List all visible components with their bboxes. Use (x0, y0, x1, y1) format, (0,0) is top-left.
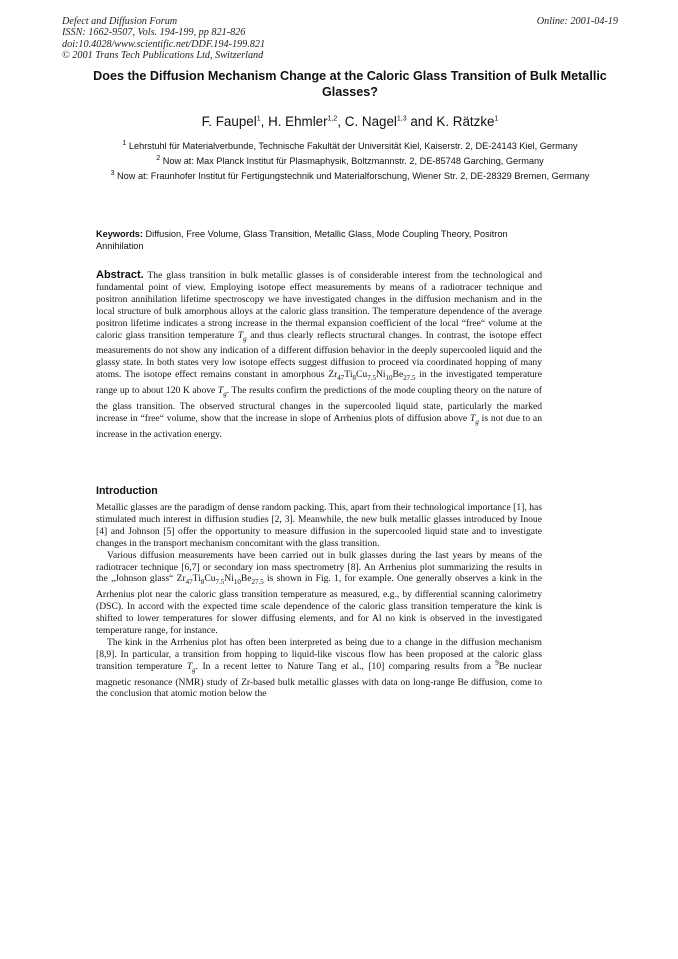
intro-paragraph-2: Various diffusion measurements have been carried out in bulk glasses during the last years by means of the radiotracer technique [6,7] or secondary ion mass spectrometry [8]. An Arrhenius plot summarizing the results in the „Johnson glass“ $Zr_{47}Ti_8Cu_{7.5}Ni_{10}Be_{27.5}$ is shown in Fig. 1, for example. One generally observes a kink in the Arrhenius plot near the caloric glass transition temperature as measured, e.g., by differential scanning calorimetry (DSC). In accord with the expected time scale dependence of the caloric glass transition temperature the kink is shifted to lower temperatures for slower diffusing elements, and for Al no kink is observed in the investigated temperature range, for instance. (96, 549, 543, 636)
author-separator: , (337, 114, 345, 129)
author-name: C. Nagel (344, 114, 397, 129)
abstract-label: Abstract. (96, 269, 144, 281)
issn-line: ISSN: 1662-9507, Vols. 194-199, pp 821-826 (62, 27, 246, 39)
tg-symbol: $T_g$ (217, 384, 227, 398)
keywords-label: Keywords: (96, 229, 143, 239)
online-date: Online: 2001-04-19 (536, 16, 618, 27)
paper-title: Does the Diffusion Mechanism Change at the Caloric Glass Transition of Bulk Metallic Glasses? (93, 69, 607, 99)
author-separator: and (406, 114, 437, 129)
abstract-text-2: and thus clearly reflects structural changes. In contrast, the isotope effect measurements do not show any indication of a different diffusion behavior in the deeply supercooled liquid and the glassy state. In both states very low isotope effects suggest diffusion to proceed via coordinated hopping of many atoms. The isotope effect remains constant in amorphous (96, 329, 542, 381)
doi-line: doi:10.4028/www.scientific.net/DDF.194-199.821 (62, 38, 266, 50)
introduction-heading: Introduction (96, 485, 158, 497)
tg-symbol: $T_g$ (186, 660, 196, 674)
tg-symbol: $T_g$ (470, 412, 479, 426)
author-affil-mark: 1,2 (327, 115, 338, 123)
introduction-body (96, 502, 542, 700)
author-separator: , (260, 114, 269, 129)
author-list (70, 114, 630, 130)
abstract-text-4: . The results confirm the predictions of the mode coupling theory on the nature of the glass transition. The observed structural changes in the supercooled liquid state, particularly the marked increase in “free“ volume, show that the increase in slope of Arrhenius plots of diffusion above (96, 384, 543, 424)
abstract-text-1: The glass transition in bulk metallic glasses is of considerable interest from the technological and fundamental point of view. Employing isotope effect measurements by means of a radiotracer technique and positron annihilation lifetime spectroscopy we have investigated changes in the diffusion mechanism and in the local structure of bulk amorphous alloys at the caloric glass transition. The temperature dependence of the average positron lifetime indicates a strong increase in the thermal expansion coefficient of the local “free“ volume at the caloric glass transition temperature (96, 270, 542, 341)
affil-text: Now at: Fraunhofer Institut für Fertigungstechnik und Materialforschung, Wiener Str. 2, DE-28329 Bremen, Germany (117, 171, 590, 182)
abstract (96, 270, 542, 440)
author-name: K. Rätzke (436, 114, 495, 129)
alloy-formula: $Zr_{47}Ti_8Cu_{7.5}Ni_{10}Be_{27.5}$ (328, 369, 416, 383)
abstract-text-3: in the investigated temperature range up to about 120 K above (96, 369, 542, 396)
intro-paragraph-1: Metallic glasses are the paradigm of dense random packing. This, apart from their technological importance [1], has stimulated much interest in diffusion studies [2, 3]. Meanwhile, the new bulk metallic glasses introduced by Inoue [4] and Johnson [5] offer the opportunity to measure diffusion in the supercooled liquid state and to investigate changes in the transport mechanism concomitant with the glass transition. (96, 502, 542, 549)
alloy-formula: $Zr_{47}Ti_8Cu_{7.5}Ni_{10}Be_{27.5}$ (176, 573, 264, 587)
journal-header (62, 16, 265, 61)
tg-symbol: $T_g$ (237, 329, 247, 343)
affiliations (80, 140, 620, 186)
affil-text: Now at: Max Planck Institut für Plasmaphysik, Boltzmannstr. 2, DE-85748 Garching, Germany (162, 156, 544, 167)
author-affil-mark: 1 (494, 115, 499, 123)
keywords (96, 228, 556, 252)
affiliation-2 (80, 155, 620, 167)
author-name: F. Faupel (201, 114, 257, 129)
author-affil-mark: 1 (256, 115, 261, 123)
abstract-text-5: is not due to an increase in the activation energy. (96, 412, 542, 440)
keywords-text: Diffusion, Free Volume, Glass Transition, Metallic Glass, Mode Coupling Theory, Positron Annihilation (96, 229, 508, 252)
affil-number: 3 (110, 170, 115, 178)
affiliation-1 (80, 140, 620, 152)
affiliation-3 (80, 170, 620, 182)
affil-text: Lehrstuhl für Materialverbunde, Technische Fakultät der Universität Kiel, Kaiserstr. 2, DE-24143 Kiel, Germany (128, 141, 578, 151)
author-affil-mark: 1,3 (396, 115, 407, 123)
affil-number: 2 (156, 155, 161, 163)
affil-number: 1 (122, 139, 127, 147)
author-name: H. Ehmler (268, 114, 328, 129)
journal-name: Defect and Diffusion Forum (62, 16, 178, 27)
intro-paragraph-3: The kink in the Arrhenius plot has often been interpreted as being due to a change in the diffusion mechanism [8,9]. In particular, a transition from hopping to liquid-like viscous flow has been proposed at the caloric glass transition temperature $T_g$. In a recent letter to Nature Tang et al., [10] comparing results from a $^9$Be nuclear magnetic resonance (NMR) study of Zr-based bulk metallic glasses with data on long-range Be diffusion, come to the conclusion that atomic motion below the (96, 636, 542, 700)
copyright-line: © 2001 Trans Tech Publications Ltd, Switzerland (62, 49, 264, 61)
